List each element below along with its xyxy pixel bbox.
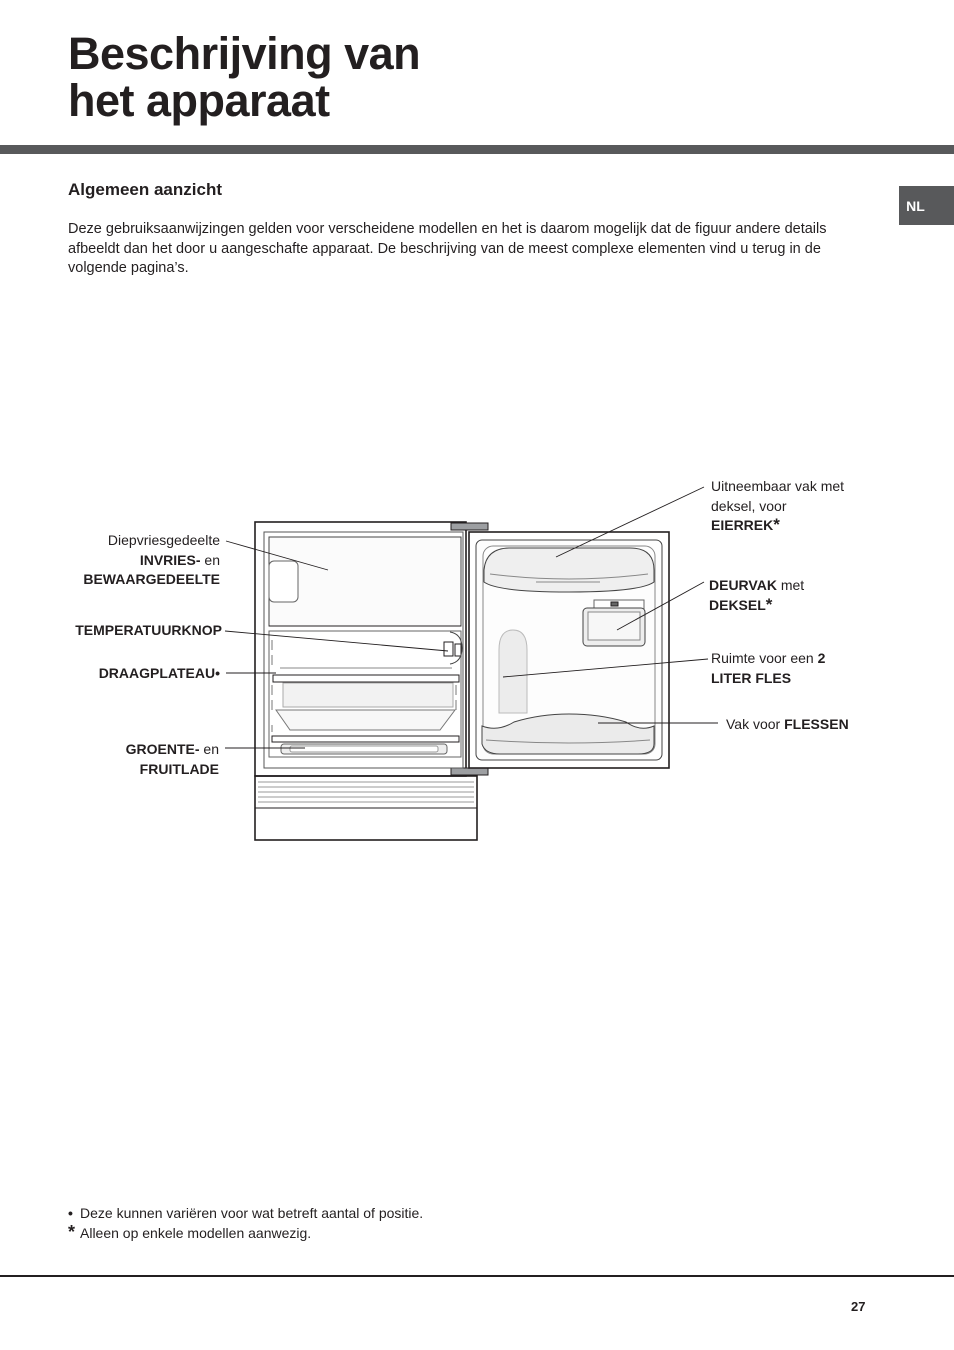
label-egg-tray-mark: * xyxy=(773,515,780,534)
label-freezer-bold1: INVRIES- xyxy=(139,551,201,568)
footnote-variable xyxy=(68,1204,423,1223)
label-thermostat xyxy=(75,621,222,641)
label-door-shelf-bold1: DEURVAK xyxy=(709,577,777,593)
header-divider xyxy=(0,145,954,154)
freezer-door-handle xyxy=(269,561,298,602)
section-title: Algemeen aanzicht xyxy=(68,180,222,199)
label-crisper-bold1: GROENTE- xyxy=(125,741,200,757)
bottle-space xyxy=(499,630,527,713)
label-bottle-space-bold2: LITER FLES xyxy=(711,669,792,686)
label-thermostat-text: TEMPERATUURKNOP xyxy=(75,622,222,638)
footnote-bullet-symbol: • xyxy=(68,1205,73,1221)
footer-divider xyxy=(0,1275,954,1277)
thermostat-knob xyxy=(444,642,453,656)
label-crisper-normal1: en xyxy=(199,741,219,757)
fridge-diagram xyxy=(0,470,954,860)
page-title-line-2: het apparaat xyxy=(68,75,330,126)
label-freezer-bold2: BEWAARGEDEELTE xyxy=(83,571,220,587)
label-door-shelf-bold2: DEKSEL xyxy=(709,596,766,613)
footnote-optional-text: Alleen op enkele modellen aanwezig. xyxy=(80,1225,312,1241)
label-shelf-mark: • xyxy=(215,665,220,681)
label-shelf xyxy=(99,664,220,684)
label-door-shelf-mark: * xyxy=(765,594,773,614)
page-title-line-1: Beschrijving van xyxy=(68,28,421,79)
crisper-drawer xyxy=(272,736,459,742)
label-freezer-normal1: en xyxy=(200,551,220,568)
label-bottle-space-bold1: 2 xyxy=(817,650,826,666)
label-bottle-shelf-normal1: Vak voor xyxy=(726,716,785,732)
page-title xyxy=(68,30,420,124)
label-bottle-space-normal1: Ruimte voor een xyxy=(711,650,818,666)
label-egg-tray-bold: EIERREK xyxy=(711,517,774,533)
page-number: 27 xyxy=(851,1299,866,1314)
label-crisper-bold2: FRUITLADE xyxy=(139,760,219,777)
label-freezer xyxy=(83,531,220,590)
footnote-optional xyxy=(68,1223,311,1243)
label-door-shelf xyxy=(709,576,804,615)
footnote-star-symbol: * xyxy=(68,1222,76,1242)
egg-tray xyxy=(484,548,654,592)
label-bottle-shelf-bold1: FLESSEN xyxy=(784,716,849,732)
label-door-shelf-normal1: met xyxy=(776,577,805,593)
intro-paragraph: Deze gebruiksaanwijzingen gelden voor verscheidene modellen en het is daarom mogelijk dat de figuur andere details afbeeldt dan het door u aangeschafte apparaat. De beschrijving van de meest complexe elementen vind u terug in de volgende pagina’s. xyxy=(68,221,827,276)
footnote-variable-text: Deze kunnen variëren voor wat betreft aantal of positie. xyxy=(80,1205,424,1221)
glass-shelf xyxy=(273,675,459,682)
top-hinge xyxy=(451,523,488,530)
language-tab: NL xyxy=(899,186,954,225)
label-egg-tray-line2: deksel, voor xyxy=(711,497,787,514)
label-crisper xyxy=(126,740,219,779)
label-shelf-text: DRAAGPLATEAU xyxy=(98,665,216,681)
label-egg-tray xyxy=(711,477,844,536)
bottom-hinge xyxy=(451,768,488,775)
label-bottle-space xyxy=(711,649,825,688)
label-bottle-shelf xyxy=(726,715,849,735)
label-egg-tray-line1: Uitneembaar vak met xyxy=(711,478,845,494)
label-freezer-line1: Diepvriesgedeelte xyxy=(107,532,220,548)
